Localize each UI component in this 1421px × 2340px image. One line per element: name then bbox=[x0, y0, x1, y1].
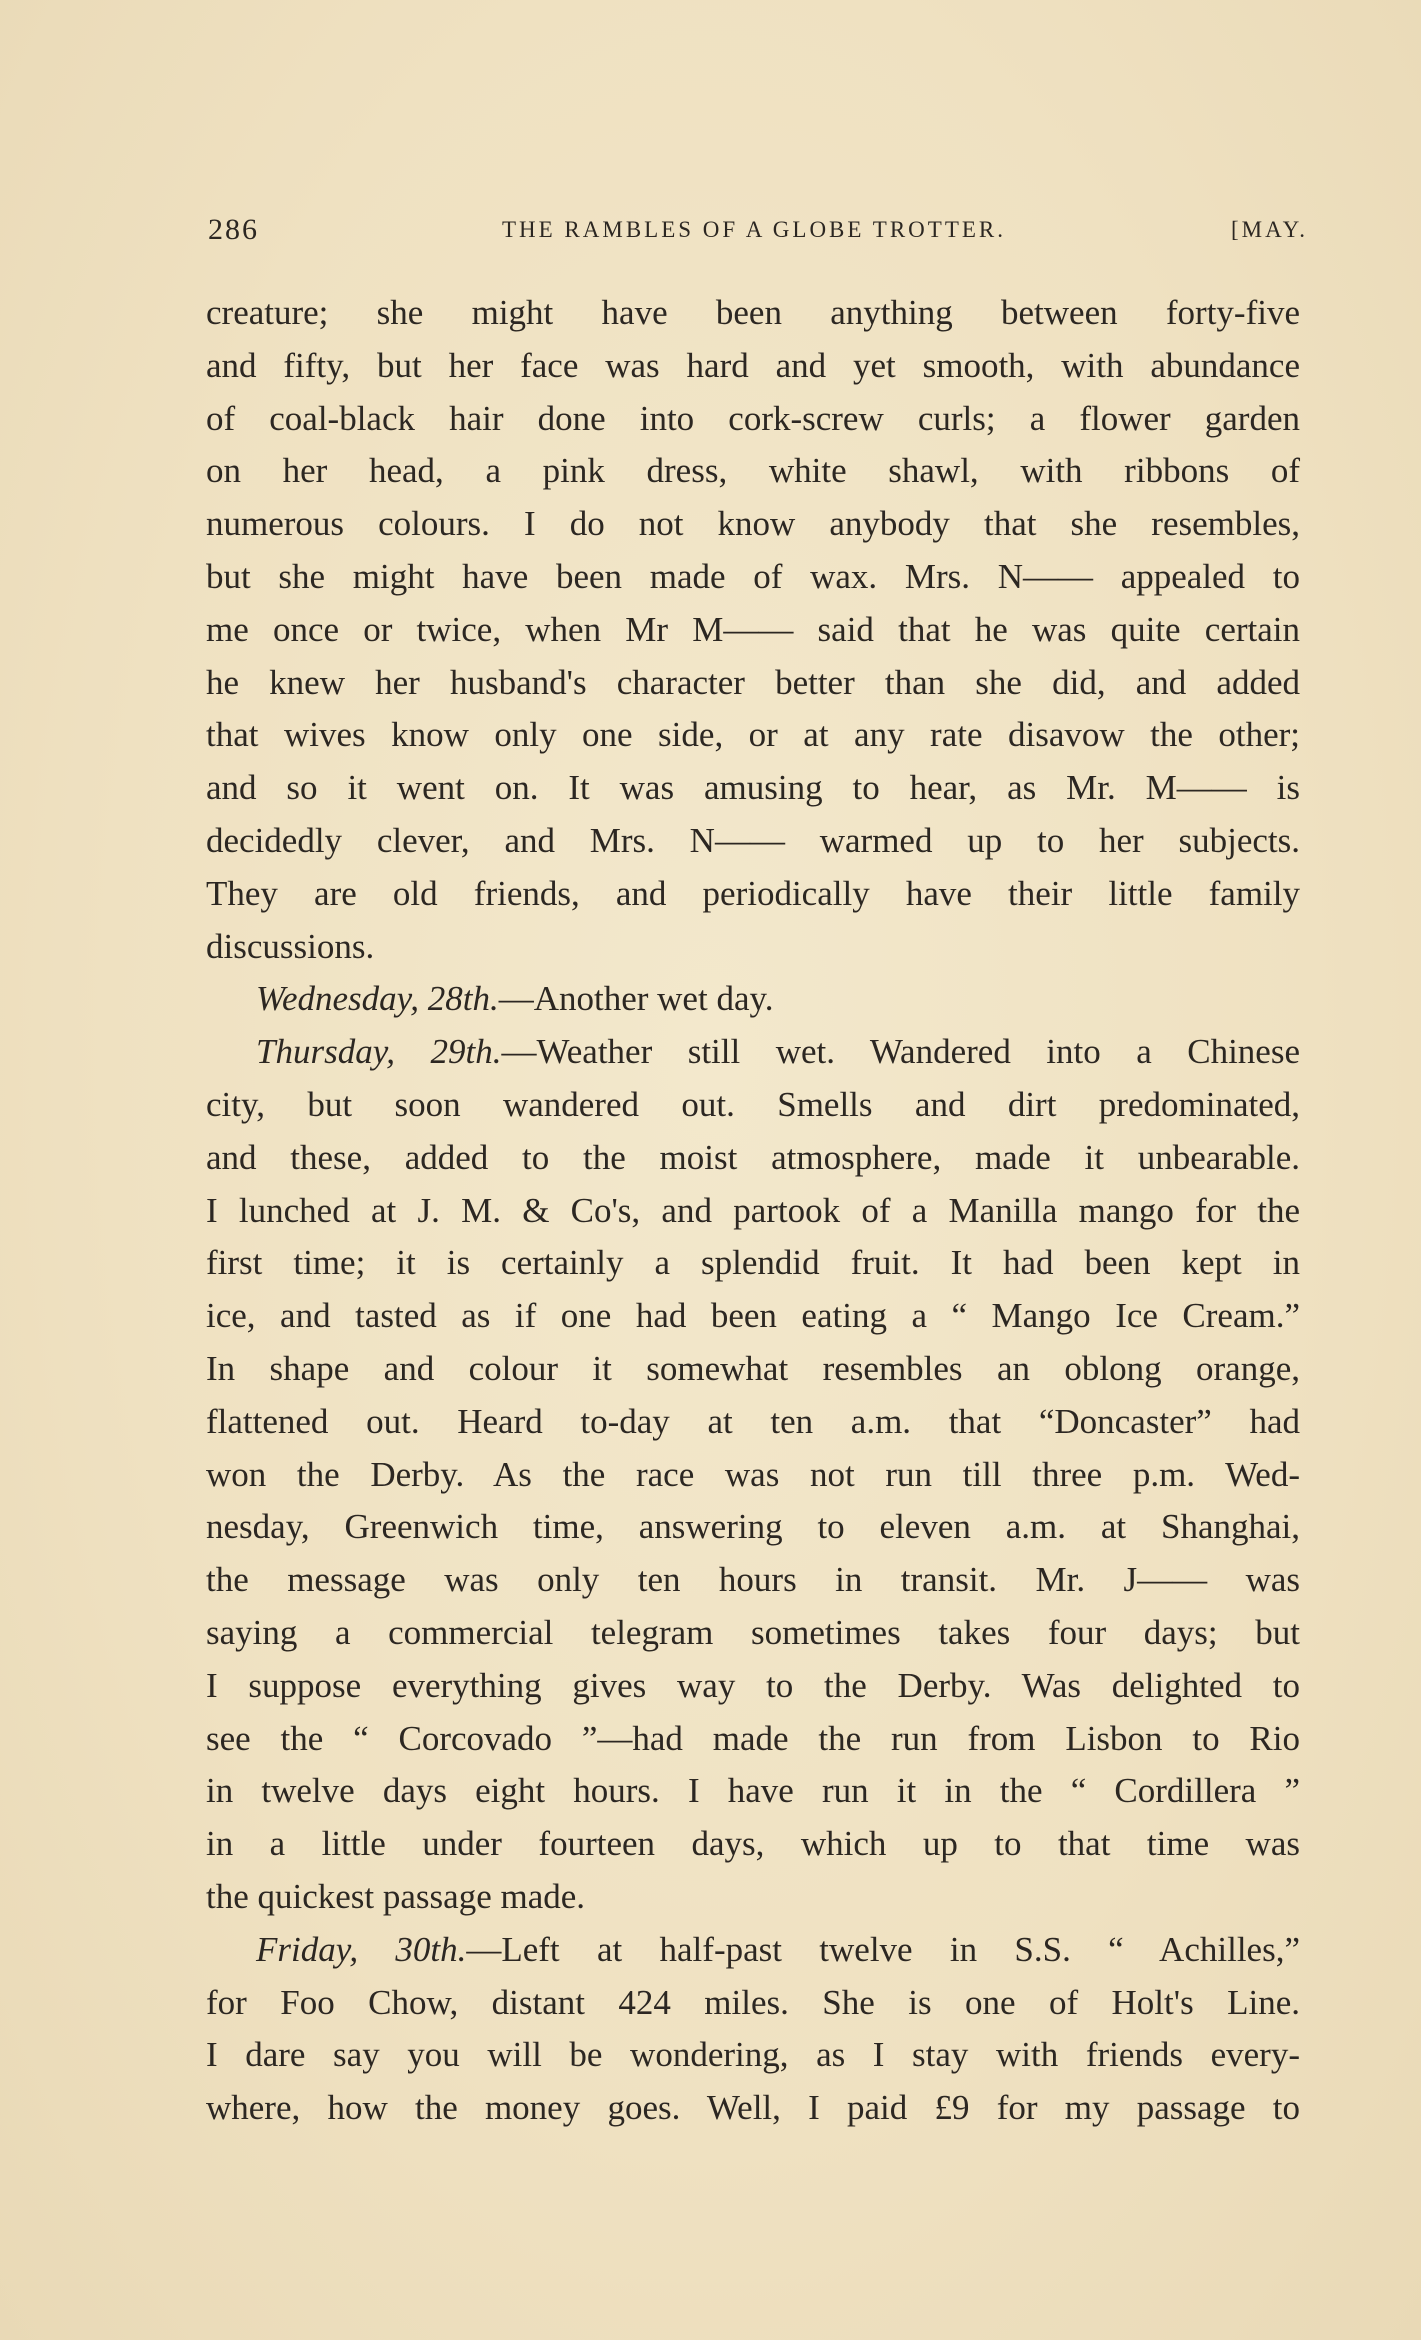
text-line: in twelve days eight hours. I have run it in the “ Cordillera ” bbox=[206, 1771, 1300, 1811]
text-line: won the Derby. As the race was not run till three p.m. Wed- bbox=[206, 1454, 1300, 1494]
text-line: but she might have been made of wax. Mrs. N—— appealed to bbox=[206, 556, 1300, 596]
text-line: nesday, Greenwich time, answering to eleven a.m. at Shanghai, bbox=[206, 1507, 1300, 1547]
entry-date: Thursday, 29th. bbox=[256, 1032, 502, 1072]
text-line: flattened out. Heard to-day at ten a.m. that “Doncaster” had bbox=[206, 1401, 1300, 1441]
text-line: for Foo Chow, distant 424 miles. She is one of Holt's Line. bbox=[206, 1982, 1300, 2022]
text-line: the quickest passage made. bbox=[206, 1876, 586, 1916]
text-line: saying a commercial telegram sometimes takes four days; but bbox=[206, 1612, 1300, 1652]
entry-date: Friday, 30th. bbox=[256, 1929, 467, 1969]
running-title: THE RAMBLES OF A GLOBE TROTTER. bbox=[501, 217, 1007, 242]
text-line: numerous colours. I do not know anybody that she resembles, bbox=[206, 504, 1300, 544]
text-line: and fifty, but her face was hard and yet smooth, with abundance bbox=[206, 345, 1300, 385]
text-line: me once or twice, when Mr M—— said that he was quite certain bbox=[206, 609, 1300, 649]
text-line: They are old friends, and periodically have their little family bbox=[206, 873, 1300, 913]
entry-text: —Another wet day. bbox=[498, 979, 774, 1019]
text-line: of coal-black hair done into cork-screw curls; a flower garden bbox=[206, 398, 1300, 438]
text-line: and so it went on. It was amusing to hear, as Mr. M—— is bbox=[206, 768, 1300, 808]
text-line: where, how the money goes. Well, I paid £9 for my passage to bbox=[206, 2088, 1300, 2128]
text-line: and these, added to the moist atmosphere, made it unbearable. bbox=[206, 1137, 1300, 1177]
text-line: city, but soon wandered out. Smells and dirt predominated, bbox=[206, 1084, 1300, 1124]
text-line: see the “ Corcovado ”—had made the run from Lisbon to Rio bbox=[206, 1718, 1300, 1758]
month-label: [MAY. bbox=[1230, 217, 1308, 242]
text-line: decidedly clever, and Mrs. N—— warmed up to her subjects. bbox=[206, 820, 1300, 860]
text-line: the message was only ten hours in transit. Mr. J—— was bbox=[206, 1560, 1300, 1600]
diary-entry-wednesday bbox=[206, 973, 1300, 1026]
entry-date: Wednesday, 28th. bbox=[256, 979, 499, 1019]
entry-text: —Left at half-past twelve in S.S. “ Achilles,” bbox=[466, 1929, 1300, 1969]
body-text bbox=[206, 287, 1300, 2135]
page-number: 286 bbox=[208, 213, 259, 246]
running-header bbox=[200, 213, 1308, 253]
text-line: in a little under fourteen days, which up to that time was bbox=[206, 1824, 1300, 1864]
text-line: In shape and colour it somewhat resembles an oblong orange, bbox=[206, 1348, 1300, 1388]
text-line: I dare say you will be wondering, as I stay with friends every- bbox=[206, 2035, 1300, 2075]
diary-entry-friday bbox=[206, 1924, 1300, 1977]
text-line: I lunched at J. M. & Co's, and partook of a Manilla mango for the bbox=[206, 1190, 1300, 1230]
text-line: on her head, a pink dress, white shawl, with ribbons of bbox=[206, 451, 1300, 491]
diary-entry-thursday bbox=[206, 1026, 1300, 1079]
text-line: I suppose everything gives way to the Derby. Was delighted to bbox=[206, 1665, 1300, 1705]
text-line: creature; she might have been anything between forty-five bbox=[206, 293, 1300, 332]
text-line: that wives know only one side, or at any rate disavow the other; bbox=[206, 715, 1300, 755]
text-line: ice, and tasted as if one had been eating a “ Mango Ice Cream.” bbox=[206, 1296, 1300, 1336]
text-line: discussions. bbox=[206, 926, 375, 966]
text-line: first time; it is certainly a splendid fruit. It had been kept in bbox=[206, 1243, 1300, 1283]
text-line: he knew her husband's character better than she did, and added bbox=[206, 662, 1300, 702]
entry-text: —Weather still wet. Wandered into a Chinese bbox=[501, 1032, 1300, 1072]
